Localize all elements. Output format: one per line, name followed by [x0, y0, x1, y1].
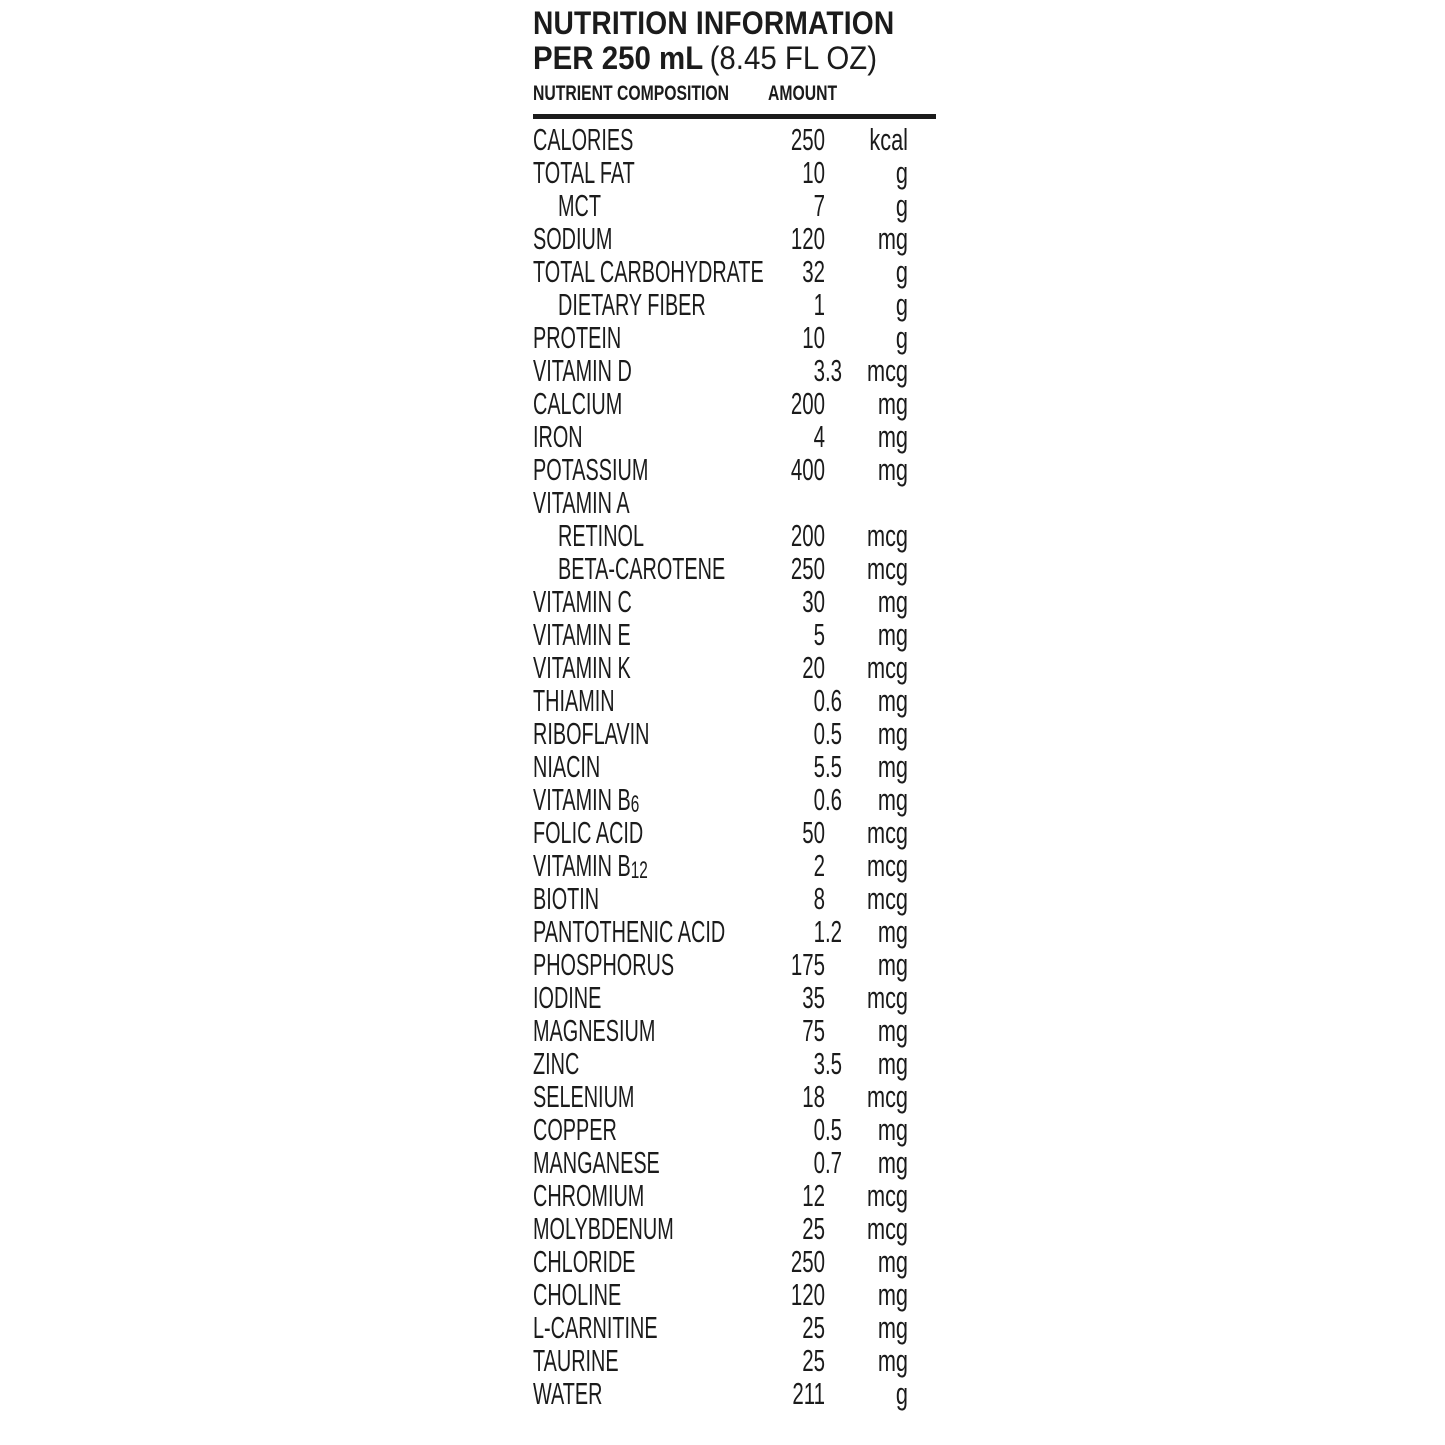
nutrient-amount: 120 [790, 221, 825, 256]
table-row [533, 618, 936, 651]
nutrient-name: CHOLINE [533, 1277, 622, 1312]
nutrient-name: VITAMIN B6 [533, 782, 640, 818]
table-row [533, 717, 936, 750]
nutrient-unit: mcg [866, 1178, 908, 1213]
nutrient-amount: 8 [813, 881, 825, 916]
nutrient-amount: 75 [802, 1013, 825, 1048]
table-row [533, 750, 936, 783]
nutrient-amount: 0 [813, 782, 825, 817]
nutrient-name: TOTAL FAT [533, 155, 635, 190]
nutrient-unit: mg [877, 782, 908, 817]
table-row [533, 519, 936, 552]
table-row [533, 1245, 936, 1278]
nutrient-amount: 25 [802, 1211, 825, 1246]
nutrient-unit: g [895, 320, 908, 355]
nutrient-table-rows [533, 123, 936, 1410]
table-row [533, 189, 936, 222]
nutrient-name: RIBOFLAVIN [533, 716, 650, 751]
table-row [533, 981, 936, 1014]
nutrient-name: VITAMIN D [533, 353, 632, 388]
nutrient-name: IRON [533, 419, 583, 454]
nutrient-amount: 200 [790, 386, 825, 421]
table-row [533, 1080, 936, 1113]
nutrient-unit: mg [877, 947, 908, 982]
table-row [533, 585, 936, 618]
nutrient-name: VITAMIN B12 [533, 848, 648, 884]
nutrient-unit: mg [877, 617, 908, 652]
nutrient-amount-decimal: .5 [825, 716, 843, 751]
nutrient-name: TOTAL CARBOHYDRATE [533, 254, 764, 289]
nutrient-amount: 0 [813, 1145, 825, 1180]
nutrient-unit: mcg [866, 650, 908, 685]
nutrient-name: CHLORIDE [533, 1244, 636, 1279]
nutrient-unit: mcg [866, 881, 908, 916]
nutrient-name: CHROMIUM [533, 1178, 645, 1213]
nutrient-unit: mg [877, 386, 908, 421]
nutrient-amount: 18 [802, 1079, 825, 1114]
nutrient-name: PHOSPHORUS [533, 947, 675, 982]
nutrient-name-subscript: 6 [630, 791, 640, 818]
nutrient-amount: 120 [790, 1277, 825, 1312]
nutrient-name: VITAMIN E [533, 617, 631, 652]
table-row [533, 1179, 936, 1212]
nutrient-name: CALORIES [533, 122, 634, 157]
table-row [533, 1014, 936, 1047]
nutrient-name: MOLYBDENUM [533, 1211, 674, 1246]
table-row [533, 684, 936, 717]
nutrient-amount: 35 [802, 980, 825, 1015]
header-rule [533, 114, 936, 119]
table-row [533, 1311, 936, 1344]
nutrient-unit: g [895, 254, 908, 289]
table-row [533, 288, 936, 321]
nutrient-amount-decimal: .7 [825, 1145, 843, 1180]
nutrient-name: VITAMIN C [533, 584, 632, 619]
nutrient-amount: 30 [802, 584, 825, 619]
nutrient-name: PANTOTHENIC ACID [533, 914, 726, 949]
table-row [533, 552, 936, 585]
nutrient-unit: mg [877, 1046, 908, 1081]
nutrient-name: ZINC [533, 1046, 580, 1081]
nutrient-amount: 3 [813, 1046, 825, 1081]
nutrient-unit: mg [877, 1343, 908, 1378]
nutrient-amount: 400 [790, 452, 825, 487]
serving-size-line [533, 41, 904, 76]
table-row [533, 354, 936, 387]
table-row [533, 948, 936, 981]
nutrient-amount: 3 [813, 353, 825, 388]
nutrient-amount: 7 [813, 188, 825, 223]
nutrient-unit: mg [877, 1145, 908, 1180]
nutrient-amount: 5 [813, 617, 825, 652]
nutrient-unit: g [895, 155, 908, 190]
nutrient-amount-decimal: .5 [825, 1112, 843, 1147]
nutrient-amount: 250 [790, 122, 825, 157]
nutrient-unit: mg [877, 914, 908, 949]
nutrient-amount: 1 [813, 287, 825, 322]
nutrient-amount: 2 [813, 848, 825, 883]
nutrient-unit: mcg [866, 1079, 908, 1114]
nutrient-amount: 5 [813, 749, 825, 784]
nutrient-unit: g [895, 287, 908, 322]
table-row [533, 453, 936, 486]
nutrient-amount: 175 [790, 947, 825, 982]
nutrient-name: NIACIN [533, 749, 601, 784]
table-row [533, 420, 936, 453]
serving-size-fl-oz: (8.45 FL OZ) [709, 40, 878, 76]
nutrient-amount: 0 [813, 716, 825, 751]
nutrient-name: BETA-CAROTENE [558, 551, 726, 586]
nutrient-unit: mg [877, 1244, 908, 1279]
nutrient-amount: 20 [802, 650, 825, 685]
nutrient-unit: mg [877, 419, 908, 454]
nutrient-amount: 12 [802, 1178, 825, 1213]
nutrient-amount-decimal: .5 [825, 1046, 843, 1081]
table-row [533, 882, 936, 915]
nutrient-unit: mcg [866, 848, 908, 883]
nutrient-unit: mcg [866, 815, 908, 850]
nutrient-name: CALCIUM [533, 386, 623, 421]
nutrient-unit: mg [877, 1277, 908, 1312]
nutrient-amount: 10 [802, 320, 825, 355]
table-row [533, 255, 936, 288]
nutrient-amount: 1 [813, 914, 825, 949]
nutrient-unit: mg [877, 452, 908, 487]
nutrition-title: NUTRITION INFORMATION [533, 5, 895, 41]
table-row [533, 156, 936, 189]
nutrient-amount: 32 [802, 254, 825, 289]
column-header-amount: AMOUNT [768, 82, 838, 105]
table-row [533, 1212, 936, 1245]
table-row [533, 915, 936, 948]
nutrient-unit: mg [877, 221, 908, 256]
nutrient-amount: 4 [813, 419, 825, 454]
nutrient-unit: mg [877, 683, 908, 718]
table-row [533, 816, 936, 849]
nutrient-amount: 250 [790, 551, 825, 586]
nutrient-name: FOLIC ACID [533, 815, 644, 850]
nutrient-name: SODIUM [533, 221, 613, 256]
nutrient-unit: mcg [866, 551, 908, 586]
nutrient-name: IODINE [533, 980, 602, 1015]
nutrient-name-subscript: 12 [630, 857, 648, 884]
nutrient-amount-decimal: .6 [825, 782, 843, 817]
nutrient-amount: 25 [802, 1343, 825, 1378]
table-row [533, 387, 936, 420]
nutrient-amount-decimal: .3 [825, 353, 843, 388]
nutrient-name: THIAMIN [533, 683, 615, 718]
table-row [533, 1278, 936, 1311]
nutrient-name: L-CARNITINE [533, 1310, 658, 1345]
nutrient-amount: 25 [802, 1310, 825, 1345]
nutrient-name: RETINOL [558, 518, 644, 553]
nutrient-unit: mg [877, 749, 908, 784]
table-row [533, 1344, 936, 1377]
nutrient-amount-decimal: .2 [825, 914, 843, 949]
nutrient-amount: 50 [802, 815, 825, 850]
nutrient-unit: mg [877, 584, 908, 619]
nutrient-name: POTASSIUM [533, 452, 649, 487]
column-headers [533, 82, 936, 106]
table-row [533, 123, 936, 156]
nutrient-name: COPPER [533, 1112, 617, 1147]
nutrient-amount-decimal: .5 [825, 749, 843, 784]
nutrient-unit: mg [877, 1013, 908, 1048]
nutrient-name: MCT [558, 188, 601, 223]
nutrient-name: PROTEIN [533, 320, 622, 355]
table-row [533, 651, 936, 684]
table-row [533, 849, 936, 882]
nutrient-unit: g [895, 188, 908, 223]
nutrient-unit: mg [877, 716, 908, 751]
nutrient-unit: mcg [866, 980, 908, 1015]
nutrient-amount: 10 [802, 155, 825, 190]
table-row [533, 486, 936, 519]
nutrient-unit: mg [877, 1310, 908, 1345]
table-row [533, 1146, 936, 1179]
nutrient-unit: kcal [869, 122, 908, 157]
nutrient-name: SELENIUM [533, 1079, 635, 1114]
serving-size-bold: PER 250 mL [533, 40, 704, 76]
nutrient-amount-decimal: .6 [825, 683, 843, 718]
table-row [533, 1047, 936, 1080]
nutrient-name: MAGNESIUM [533, 1013, 656, 1048]
nutrient-amount: 200 [790, 518, 825, 553]
nutrition-panel [533, 6, 936, 1410]
table-row [533, 1377, 936, 1410]
table-row [533, 321, 936, 354]
nutrient-unit: g [895, 1376, 908, 1411]
nutrient-unit: mcg [866, 353, 908, 388]
nutrient-name: DIETARY FIBER [558, 287, 706, 322]
table-row [533, 1113, 936, 1146]
nutrient-name: VITAMIN A [533, 485, 630, 520]
nutrient-unit: mg [877, 1112, 908, 1147]
nutrient-amount: 0 [813, 1112, 825, 1147]
nutrient-amount: 0 [813, 683, 825, 718]
nutrient-amount: 211 [792, 1376, 825, 1411]
table-row [533, 783, 936, 816]
nutrient-name: BIOTIN [533, 881, 600, 916]
nutrient-name: MANGANESE [533, 1145, 660, 1180]
nutrient-name: WATER [533, 1376, 603, 1411]
nutrient-unit: mcg [866, 518, 908, 553]
nutrient-amount: 250 [790, 1244, 825, 1279]
nutrient-unit: mcg [866, 1211, 908, 1246]
nutrient-name: TAURINE [533, 1343, 619, 1378]
table-row [533, 222, 936, 255]
column-header-nutrient: NUTRIENT COMPOSITION [533, 82, 730, 105]
nutrient-name: VITAMIN K [533, 650, 631, 685]
